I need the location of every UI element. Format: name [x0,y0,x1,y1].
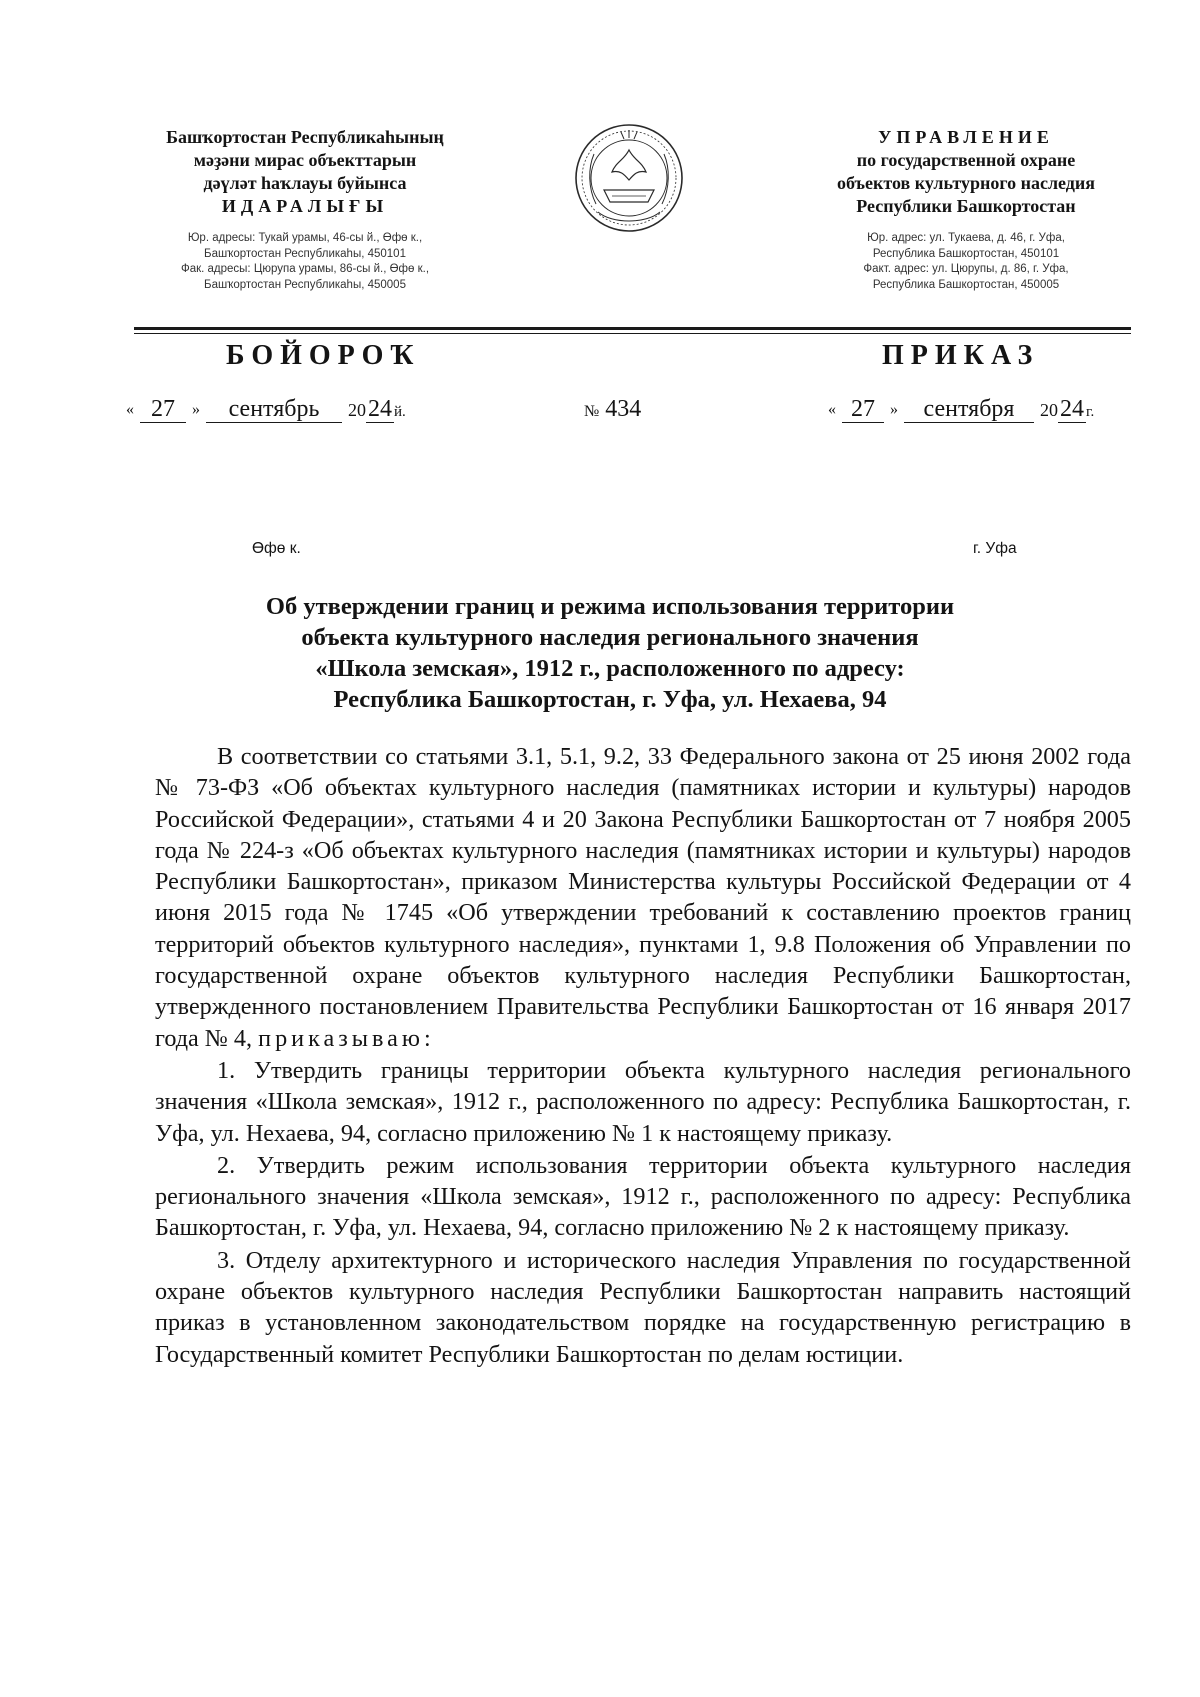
preamble-paragraph [155,741,1131,1054]
org-name-russian-line2: по государственной охране [856,150,1076,170]
order-number-value: 434 [605,396,642,422]
org-name-bashkir-line4: ИДАРАЛЫҒЫ [221,196,389,216]
date-bashkir-day: 27 [140,397,186,423]
header-divider-thick [134,327,1131,330]
date-russian-quote-close: » [890,401,898,418]
order-word: приказываю: [258,1024,435,1052]
preamble-text: В соответствии со статьями 3.1, 5.1, 9.2, 33 Федерального закона от 25 июня 2002 года № 73-ФЗ «Об объектах культурного наследия (памятниках истории и культуры) народов Российской Федерации», статьями 4 и 20 Закона Республики Башкортостан от 7 ноября 2005 года № 224-з «Об объектах культурного наследия (памятниках истории и культуры) народов Республики Башкортостан», приказом Министерства культуры Российской Федерации от 4 июня 2015 года № 1745 «Об утверждении требований к составлению проектов границ территорий объектов культурного наследия», пунктами 1, 9.8 Положения об Управлении по государственной охране объектов культурного наследия Республики Башкортостан, утвержденного постановлением Правительства Республики Башкортостан от 16 января 2017 года № 4, [155,743,1131,1052]
order-title-line3: «Школа земская», 1912 г., расположенного по адресу: [315,655,905,682]
city-bashkir: Өфө к. [252,540,301,557]
date-russian-year-prefix: 20 [1040,400,1058,420]
date-bashkir-quote-close: » [192,401,200,418]
order-item-3: 3. Отделу архитектурного и исторического наследия Управления по государственной охране объектов культурного наследия Республики Башкортостан направить настоящий приказ в установленном законодательством порядке на государственную регистрацию в Государственный комитет Республики Башкортостан по делам юстиции. [155,1246,1131,1368]
order-item-2: 2. Утвердить режим использования территории объекта культурного наследия регионального значения «Школа земская», 1912 г., расположенного по адресу: Республика Башкортостан, г. Уфа, ул. Нехаева, 94, согласно приложению № 2 к настоящему приказу. [155,1151,1131,1242]
org-name-russian-line1: УПРАВЛЕНИЕ [878,127,1054,147]
address-russian-line1: Юр. адрес: ул. Тукаева, д. 46, г. Уфа, [867,232,1065,244]
header-divider-thin [134,333,1131,334]
header-russian [806,126,1126,293]
date-bashkir-month: сентябрь [206,397,342,423]
date-russian-quote-open: « [828,401,836,418]
city-russian: г. Уфа [973,540,1017,557]
doc-type-russian: ПРИКАЗ [882,340,1040,371]
doc-type-bashkir: БОЙОРОҠ [226,340,421,371]
date-russian-year-suffix: 24 [1060,396,1084,422]
org-name-bashkir-line3: дәүләт һаҡлауы буйынса [203,173,407,193]
org-name-russian-line3: объектов культурного наследия [836,173,1096,193]
order-title-line4: Республика Башкортостан, г. Уфа, ул. Нехаева, 94 [333,686,887,713]
date-bashkir-quote-open: « [126,401,134,418]
date-bashkir-year-prefix: 20 [348,400,366,420]
org-name-russian-line4: Республики Башкортостан [856,196,1076,216]
address-bashkir-line3: Фак. адресы: Цюрупа урамы, 86-сы й., Өфө к., [180,263,430,275]
address-russian-line2: Республика Башкортостан, 450101 [872,247,1060,260]
address-bashkir-line1: Юр. адресы: Тукай урамы, 46-сы й., Өфө к., [187,232,423,244]
date-russian-day: 27 [842,397,884,423]
order-number [584,396,641,423]
coat-of-arms-emblem [572,116,686,238]
date-russian-year-abbr: г. [1086,404,1095,420]
address-russian [806,231,1126,293]
order-title-line2: объекта культурного наследия регионального значения [301,624,919,651]
order-body [155,741,1131,1370]
order-number-sign: № [584,403,600,420]
address-russian-line4: Республика Башкортостан, 450005 [872,278,1060,291]
address-russian-line3: Факт. адрес: ул. Цюрупы, д. 86, г. Уфа, [863,263,1069,275]
org-name-bashkir-line2: мәҙәни мирас объекттарын [193,150,417,170]
date-bashkir [126,396,406,423]
order-item-1: 1. Утвердить границы территории объекта культурного наследия регионального значения «Школа земская», 1912 г., расположенного по адресу: Республика Башкортостан, г. Уфа, ул. Нехаева, 94, согласно приложению № 1 к настоящему приказу. [155,1056,1131,1147]
address-bashkir-line4: Башҡортостан Республикаһы, 450005 [204,278,406,291]
order-title-line1: Об утверждении границ и режима использования территории [265,593,955,620]
address-bashkir-line2: Башҡортостан Республикаһы, 450101 [204,247,406,260]
org-name-bashkir-line1: Башҡортостан Республикаһының [166,127,444,147]
date-bashkir-year-suffix: 24 [368,396,392,422]
date-russian-month: сентября [904,397,1034,423]
date-russian [828,396,1094,423]
header-bashkir [118,126,492,293]
date-bashkir-year-abbr: й. [394,404,406,420]
address-bashkir [118,231,492,293]
order-title [160,591,1060,715]
